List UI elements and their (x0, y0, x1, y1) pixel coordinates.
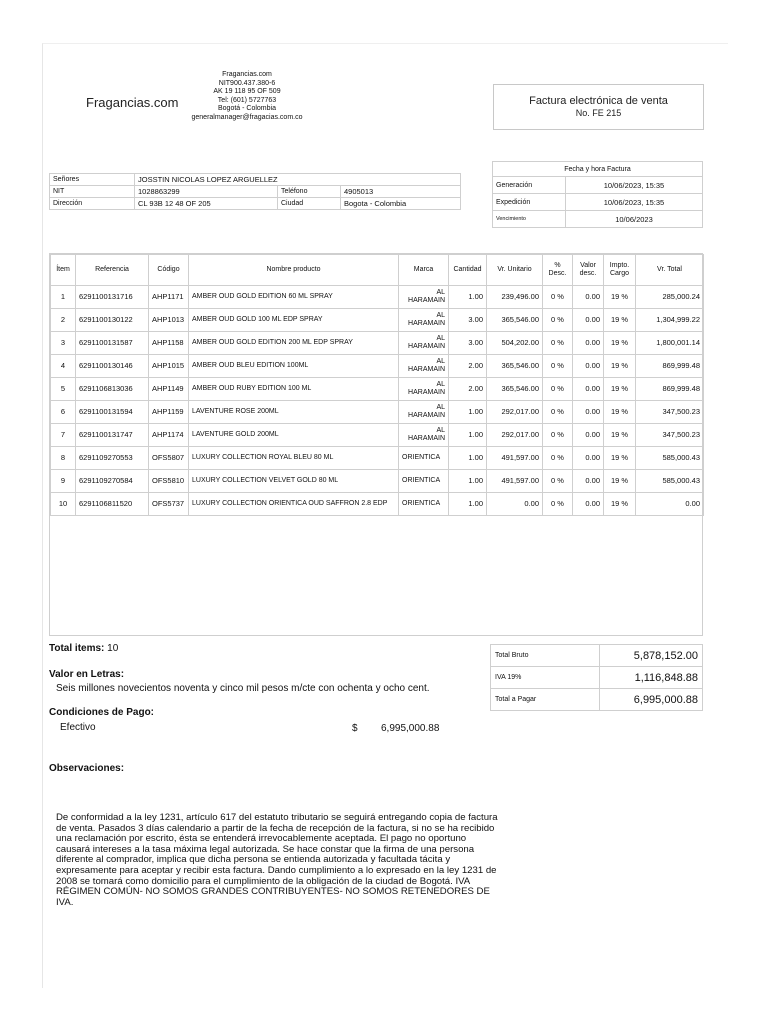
item-codigo: AHP1149 (149, 378, 189, 401)
col-desc: % Desc. (543, 255, 573, 286)
item-number: 4 (51, 355, 76, 378)
item-nombre: LAVENTURE GOLD 200ML (189, 424, 399, 447)
item-cantidad: 1.00 (449, 493, 487, 516)
item-valor-desc: 0.00 (573, 355, 604, 378)
item-cantidad: 2.00 (449, 378, 487, 401)
item-codigo: OFS5737 (149, 493, 189, 516)
item-cantidad: 1.00 (449, 470, 487, 493)
ciudad-label: Ciudad (278, 198, 341, 210)
total-items-label: Total items: (49, 643, 105, 654)
item-valor-desc: 0.00 (573, 447, 604, 470)
client-nit: 1028863299 (135, 186, 278, 198)
item-desc: 0 % (543, 424, 573, 447)
company-name: Fragancias.com (86, 95, 179, 110)
item-valor-desc: 0.00 (573, 493, 604, 516)
item-codigo: AHP1159 (149, 401, 189, 424)
items-table (50, 254, 704, 516)
col-cantidad: Cantidad (449, 255, 487, 286)
item-nombre: LUXURY COLLECTION VELVET GOLD 80 ML (189, 470, 399, 493)
item-referencia: 6291100131594 (76, 401, 149, 424)
col-unitario: Vr. Unitario (487, 255, 543, 286)
expedicion-value: 10/06/2023, 15:35 (566, 194, 703, 211)
item-nombre: AMBER OUD BLEU EDITION 100ML (189, 355, 399, 378)
total-pagar-label: Total a Pagar (491, 689, 600, 711)
table-row (51, 378, 704, 401)
total-pagar-value: 6,995,000.88 (600, 689, 703, 711)
col-codigo: Código (149, 255, 189, 286)
company-info-line: generalmanager@fragacias.com.co (191, 113, 303, 121)
item-impto: 19 % (604, 286, 636, 309)
item-referencia: 6291100131587 (76, 332, 149, 355)
item-cantidad: 1.00 (449, 286, 487, 309)
col-marca: Marca (399, 255, 449, 286)
item-marca: AL HARAMAIN (399, 309, 449, 332)
item-valor-desc: 0.00 (573, 309, 604, 332)
item-total: 0.00 (636, 493, 704, 516)
item-marca: ORIENTICA (399, 447, 449, 470)
table-row (51, 286, 704, 309)
items-table-frame (49, 253, 703, 636)
observaciones-label: Observaciones: (49, 763, 125, 774)
total-bruto-label: Total Bruto (491, 645, 600, 667)
company-info (182, 71, 312, 123)
item-number: 8 (51, 447, 76, 470)
item-unitario: 491,597.00 (487, 447, 543, 470)
item-marca: AL HARAMAIN (399, 401, 449, 424)
invoice-title: Factura electrónica de venta (529, 95, 668, 107)
item-nombre: AMBER OUD GOLD EDITION 200 ML EDP SPRAY (189, 332, 399, 355)
item-nombre: LAVENTURE ROSE 200ML (189, 401, 399, 424)
dates-header: Fecha y hora Factura (493, 162, 703, 177)
col-valor-desc: Valor desc. (573, 255, 604, 286)
item-referencia: 6291100130146 (76, 355, 149, 378)
item-marca: AL HARAMAIN (399, 332, 449, 355)
item-valor-desc: 0.00 (573, 401, 604, 424)
iva-label: IVA 19% (491, 667, 600, 689)
senores-label: Señores (50, 174, 135, 186)
item-unitario: 292,017.00 (487, 424, 543, 447)
table-row (51, 401, 704, 424)
item-desc: 0 % (543, 286, 573, 309)
item-number: 10 (51, 493, 76, 516)
item-unitario: 365,546.00 (487, 309, 543, 332)
company-info-line: Tel: (601) 5727763 (217, 96, 277, 104)
item-impto: 19 % (604, 470, 636, 493)
item-valor-desc: 0.00 (573, 286, 604, 309)
client-direccion: CL 93B 12 48 OF 205 (135, 198, 278, 210)
item-total: 869,999.48 (636, 378, 704, 401)
item-number: 5 (51, 378, 76, 401)
iva-value: 1,116,848.88 (600, 667, 703, 689)
valor-letras-text: Seis millones novecientos noventa y cinco mil pesos m/cte con ochenta y ocho cent. (56, 683, 430, 694)
item-valor-desc: 0.00 (573, 424, 604, 447)
item-unitario: 292,017.00 (487, 401, 543, 424)
item-total: 1,304,999.22 (636, 309, 704, 332)
direccion-label: Dirección (50, 198, 135, 210)
item-referencia: 6291100131747 (76, 424, 149, 447)
item-nombre: AMBER OUD GOLD EDITION 60 ML SPRAY (189, 286, 399, 309)
table-row (51, 447, 704, 470)
item-impto: 19 % (604, 447, 636, 470)
item-cantidad: 1.00 (449, 424, 487, 447)
item-cantidad: 2.00 (449, 355, 487, 378)
col-item: Ítem (51, 255, 76, 286)
col-nombre: Nombre producto (189, 255, 399, 286)
table-row (51, 493, 704, 516)
item-desc: 0 % (543, 378, 573, 401)
item-unitario: 239,496.00 (487, 286, 543, 309)
item-impto: 19 % (604, 332, 636, 355)
item-total: 347,500.23 (636, 401, 704, 424)
payment-amount: 6,995,000.88 (381, 723, 440, 734)
item-nombre: AMBER OUD GOLD 100 ML EDP SPRAY (189, 309, 399, 332)
item-nombre: AMBER OUD RUBY EDITION 100 ML (189, 378, 399, 401)
item-total: 585,000.43 (636, 470, 704, 493)
item-codigo: AHP1171 (149, 286, 189, 309)
client-telefono: 4905013 (341, 186, 461, 198)
item-cantidad: 1.00 (449, 401, 487, 424)
item-desc: 0 % (543, 355, 573, 378)
generacion-label: Generación (493, 177, 566, 194)
item-total: 285,000.24 (636, 286, 704, 309)
item-marca: ORIENTICA (399, 493, 449, 516)
telefono-label: Teléfono (278, 186, 341, 198)
item-referencia: 6291109270584 (76, 470, 149, 493)
item-number: 6 (51, 401, 76, 424)
item-marca: AL HARAMAIN (399, 378, 449, 401)
item-referencia: 6291106813036 (76, 378, 149, 401)
item-unitario: 365,546.00 (487, 378, 543, 401)
item-impto: 19 % (604, 401, 636, 424)
item-impto: 19 % (604, 355, 636, 378)
item-cantidad: 3.00 (449, 332, 487, 355)
item-total: 347,500.23 (636, 424, 704, 447)
item-total: 585,000.43 (636, 447, 704, 470)
item-desc: 0 % (543, 309, 573, 332)
item-desc: 0 % (543, 332, 573, 355)
table-row (51, 309, 704, 332)
vencimiento-label: Vencimiento (493, 211, 566, 228)
expedicion-label: Expedición (493, 194, 566, 211)
item-unitario: 491,597.00 (487, 470, 543, 493)
company-info-line: NIT900.437.380-6 (218, 79, 276, 87)
item-codigo: OFS5810 (149, 470, 189, 493)
item-codigo: AHP1015 (149, 355, 189, 378)
table-row (51, 424, 704, 447)
invoice-number: No. FE 215 (575, 108, 622, 118)
item-cantidad: 3.00 (449, 309, 487, 332)
company-info-line: Bogotá - Colombia (218, 105, 276, 113)
item-number: 3 (51, 332, 76, 355)
item-total: 869,999.48 (636, 355, 704, 378)
item-impto: 19 % (604, 378, 636, 401)
item-codigo: AHP1174 (149, 424, 189, 447)
condiciones-label: Condiciones de Pago: (49, 707, 155, 718)
payment-method: Efectivo (60, 722, 96, 733)
item-marca: AL HARAMAIN (399, 286, 449, 309)
total-items (49, 643, 118, 654)
item-desc: 0 % (543, 447, 573, 470)
item-cantidad: 1.00 (449, 447, 487, 470)
item-codigo: AHP1158 (149, 332, 189, 355)
item-marca: ORIENTICA (399, 470, 449, 493)
client-table (49, 173, 461, 210)
total-items-value: 10 (107, 643, 119, 654)
item-referencia: 6291100131716 (76, 286, 149, 309)
total-bruto-value: 5,878,152.00 (600, 645, 703, 667)
item-impto: 19 % (604, 309, 636, 332)
observaciones-text: De conformidad a la ley 1231, artículo 617 del estatuto tributario se seguirá entregando copia de factura de venta. Pasados 3 días calendario a partir de la fecha de recepción de la factura, si no se ha recibido una reclamación por escrito, ésta se entenderá irrevocablemente aceptada. El pago no oportuno causará intereses a la tasa máxima legal autorizada. Se hace constar que la firma de una persona diferente al comprador, implica que dicha persona se entienda autorizada y facultada tácita y expresamente para aceptar y recibir esta factura. Dando cumplimiento a lo expresado en la ley 1231 de 2008 se tomará como domicilio para el cumplimiento de la obligación de la ciudad de Bogotá. IVA RÉGIMEN COMÚN- NO SOMOS GRANDES CONTRIBUYENTES- NO SOMOS RETENEDORES DE IVA. (56, 812, 498, 908)
item-unitario: 365,546.00 (487, 355, 543, 378)
item-referencia: 6291106811520 (76, 493, 149, 516)
table-row (51, 355, 704, 378)
item-desc: 0 % (543, 493, 573, 516)
items-body (51, 286, 704, 516)
totals-table (490, 644, 703, 711)
item-total: 1,800,001.14 (636, 332, 704, 355)
item-valor-desc: 0.00 (573, 378, 604, 401)
item-referencia: 6291109270553 (76, 447, 149, 470)
item-referencia: 6291100130122 (76, 309, 149, 332)
item-unitario: 0.00 (487, 493, 543, 516)
item-codigo: OFS5807 (149, 447, 189, 470)
vencimiento-value: 10/06/2023 (566, 211, 703, 228)
item-codigo: AHP1013 (149, 309, 189, 332)
item-impto: 19 % (604, 493, 636, 516)
item-valor-desc: 0.00 (573, 332, 604, 355)
col-impto: Impto. Cargo (604, 255, 636, 286)
item-marca: AL HARAMAIN (399, 424, 449, 447)
invoice-title-box (493, 84, 704, 130)
nit-label: NIT (50, 186, 135, 198)
item-nombre: LUXURY COLLECTION ROYAL BLEU 80 ML (189, 447, 399, 470)
item-number: 1 (51, 286, 76, 309)
item-number: 9 (51, 470, 76, 493)
table-row (51, 332, 704, 355)
col-total: Vr. Total (636, 255, 704, 286)
client-name: JOSSTIN NICOLAS LOPEZ ARGUELLEZ (135, 174, 461, 186)
company-info-line: AK 19 118 95 OF 509 (213, 88, 281, 96)
item-desc: 0 % (543, 470, 573, 493)
client-ciudad: Bogota - Colombia (341, 198, 461, 210)
item-impto: 19 % (604, 424, 636, 447)
item-desc: 0 % (543, 401, 573, 424)
table-row (51, 470, 704, 493)
company-info-line: Fragancias.com (222, 71, 272, 78)
dates-table (492, 161, 703, 228)
item-unitario: 504,202.00 (487, 332, 543, 355)
valor-letras-label: Valor en Letras: (49, 669, 125, 680)
item-number: 2 (51, 309, 76, 332)
generacion-value: 10/06/2023, 15:35 (566, 177, 703, 194)
item-valor-desc: 0.00 (573, 470, 604, 493)
item-nombre: LUXURY COLLECTION ORIENTICA OUD SAFFRON 2.8 EDP (189, 493, 399, 516)
currency-symbol: $ (352, 723, 358, 734)
col-referencia: Referencia (76, 255, 149, 286)
item-number: 7 (51, 424, 76, 447)
item-marca: AL HARAMAIN (399, 355, 449, 378)
